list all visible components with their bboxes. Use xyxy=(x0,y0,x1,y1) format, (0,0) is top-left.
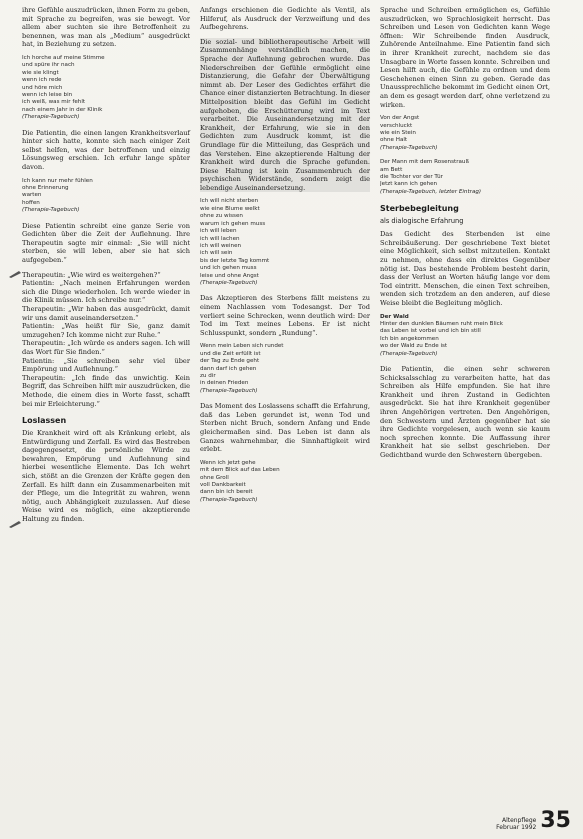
poem-line: Jetzt kann ich gehen xyxy=(380,181,438,188)
poem-line: nach einem Jahr in der Klinik xyxy=(22,106,103,113)
dialog-line: Patientin: „Was heißt für Sie, ganz damit umzugehen? Ich komme nicht zur Ruhe.“ xyxy=(22,322,190,339)
poem-line: ohne zu wissen xyxy=(200,213,243,220)
paragraph: Die Patientin, die einen sehr schweren Schicksalsschlag zu verarbeiten hatte, hat das Schreiben als Hilfe empfunden. Sie hat ihre Krankheit und ihren Zustand in Gedichten ausgedrückt. Sie hat ihre Krankheit gegenüber ihren Angehörigen vertreten. Den Angehörigen, den Schwestern und Ärzten gegenüber hat sie ihre Gedichte vorgelesen, auch wenn sie kaum noch sprechen konnte. Die Auffassung ihrer Krankheit hat sie selbst geschrieben. Der Gedichtband wurde den Schwestern übergeben. xyxy=(380,364,550,459)
poem-line: Hinter den dunklen Bäumen ruht mein Blick xyxy=(380,320,503,327)
column-left xyxy=(22,6,190,530)
poem-line: ohne Erinnerung xyxy=(22,185,69,191)
dialog-line: Therapeutin: „Wir haben das ausgedrückt, damit wir uns damit auseinandersetzen.“ xyxy=(22,304,190,322)
paragraph: ihre Gefühle auszudrücken, ihnen Form zu geben, mit Sprache zu begreifen, was sie bewegt. Vor allem aber suchten sie ihre Betroffenheit zu benennen, was man als „Medium“ ausgedrückt hat, in Beziehung zu setzen. xyxy=(22,6,190,49)
page-footer xyxy=(496,808,571,833)
issue-date: Februar 1992 xyxy=(496,824,537,831)
poem-line: warum ich gehen muss xyxy=(200,220,266,227)
poem-line: verschluckt xyxy=(380,122,413,129)
section-heading: Sterbebegleitung xyxy=(380,204,459,214)
poem-line: Der Mann mit dem Rosenstrauß xyxy=(380,159,470,166)
poem-line: bis der letzte Tag kommt xyxy=(200,257,270,264)
poem-source: (Therapie-Tagebuch) xyxy=(380,350,438,357)
section-subheading: als dialogische Erfahrung xyxy=(380,217,464,226)
poem-line: wie eine Blume welkt xyxy=(200,205,260,212)
poem-line: wie ein Stein xyxy=(380,129,416,136)
poem-line: und höre mich xyxy=(22,84,63,91)
poem-line: ich will lachen xyxy=(200,235,240,242)
poem-line: Wenn mein Leben sich rundet xyxy=(200,343,284,350)
paragraph: Die Krankheit wird oft als Kränkung erlebt, als Entwürdigung und Zerfall. Es wird das Bestreben dagegengesetzt, die persönliche Würde zu bewahren, Empörung und Auflehnung sind hierbei wesentliche Elemente. Das Ich wehrt sich, stößt an die Grenzen der Kräfte gegen den Zerfall. Es hilft dann ein Zusammenarbeiten mit der Pflege, um die Integrität zu wahren, wenn nötig, auch Abhängigkeit zuzulassen. Auf diese Weise wird es möglich, eine akzeptierende Haltung zu finden. xyxy=(22,429,190,524)
poem-block xyxy=(22,178,190,215)
poem-line: und spüre ihr nach xyxy=(22,62,75,69)
dialog-line: Therapeutin: „Wie wird es weitergehen?“ xyxy=(22,270,161,279)
poem-line: die Tochter vor der Tür xyxy=(380,173,443,180)
poem-line: Wenn ich jetzt gehe xyxy=(200,459,256,466)
poem-line: und die Zeit erfüllt ist xyxy=(200,350,261,357)
dialog-line: Patientin: „Nach meinen Erfahrungen werden sich die Dinge wiederholen. Ich werde wieder in die Klinik müssen. Ich schreibe nur.“ xyxy=(22,279,190,305)
poem-source: (Therapie-Tagebuch) xyxy=(200,496,258,503)
poem-source: (Therapie-Tagebuch) xyxy=(200,387,258,394)
poem-line: ich will sein xyxy=(200,250,233,257)
pen-icon xyxy=(8,520,22,528)
poem-line: dann bin ich bereit xyxy=(200,489,253,496)
poem-line: ohne Groll xyxy=(200,474,229,481)
poem-block xyxy=(380,159,550,196)
poem-line: in deinen Frieden xyxy=(200,380,249,387)
poem-line: der Tag zu Ende geht xyxy=(200,358,260,365)
dialog-line: Patientin: „Sie schreiben sehr viel über Empörung und Auflehnung.“ xyxy=(22,356,190,374)
poem-title: Der Wald xyxy=(380,313,409,320)
poem-line: wie sie klingt xyxy=(22,69,59,76)
poem-block xyxy=(200,460,370,504)
poem-source: (Therapie-Tagebuch) xyxy=(380,144,438,151)
poem-line: hoffen xyxy=(22,199,40,206)
poem-line: voll Dankbarkeit xyxy=(200,481,246,488)
poem-line: leise und ohne Angst xyxy=(200,272,259,279)
poem-source: (Therapie-Tagebuch) xyxy=(200,279,258,286)
poem-line: Von der Angst xyxy=(380,115,420,122)
paragraph: Die sozial- und bibliotherapeutische Arbeit will Zusammenhänge verständlich machen, die Sprache der Auflehnung gebrochen wurde. Das Niederschreiben der Gefühle ermöglicht eine Distanzierung, die Gefahr der Überwältigung nimmt ab. Der Leser des Gedichtes erfährt die Chance einer distanzierten Betrachtung. In dieser Mittelposition bleibt das Gefühl im Gedicht aufgehoben, die Erschütterung wird im Text verarbeitet. Die Auseinandersetzung mit der Krankheit, der Erfahrung, wie sie in den Gedichten zum Ausdruck kommt, ist die Grundlage für die Mitteilung, das Gespräch und das Verstehen. Eine akzeptierende Haltung der Krankheit wird durch die Sprache gefunden. Diese Haltung ist kein Zusammenbruch der psychischen Widerstände, sondern zeigt die lebendige Auseinandersetzung. xyxy=(200,37,370,192)
pen-icon xyxy=(8,270,22,278)
poem-source: (Therapie-Tagebuch) xyxy=(22,207,80,214)
poem-source: (Therapie-Tagebuch) xyxy=(22,114,80,121)
poem-line: ohne Halt xyxy=(380,137,408,144)
column-middle xyxy=(200,6,370,511)
paragraph: Das Akzeptieren des Sterbens fällt meistens zu einem Nachlassen vom Todesangst. Der Tod verliert seine Schrecken, wenn deutlich wird: Der Tod im Text meines Lebens. Er ist nicht Schlusspunkt, sondern „Rundung“. xyxy=(200,294,370,337)
column-right xyxy=(380,6,550,466)
poem-line: ich will weinen xyxy=(200,242,242,249)
paragraph: Sprache und Schreiben ermöglichen es, Gefühle auszudrücken, wo Sprachlosigkeit herrscht. Das Schreiben und Lesen von Gedichten kann Wege öffnen: Wir Schreibende finden Ausdruck, Zuhörende Anteilnahme. Eine Patientin fand sich in ihrer Krankheit zurecht, nachdem sie das Unsagbare in Worte fassen konnte. Schreiben und Lesen hilft auch, die Gefühle zu ordnen und dem Geschehenen einen Sinn zu geben. Gerade das Unaussprechliche bekommt im Gedicht einen Ort, an dem es gesagt werden darf, ohne verletzend zu wirken. xyxy=(380,6,550,109)
poem-line: warten xyxy=(22,192,42,199)
poem-line: ich weiß, was mir fehlt xyxy=(22,99,86,106)
magazine-name: Altenpflege xyxy=(501,817,537,824)
dialog-line: Therapeutin: „Ich finde das unwichtig. Kein Begriff, das Schreiben hilft mir auszudrücken, die Methode, die einem dies in Worte fasst, schafft bei mir Erleichterung.“ xyxy=(22,373,190,408)
poem-line: Ich bin angekommen xyxy=(380,335,439,342)
poem-line: und ich gehen muss xyxy=(200,265,257,272)
poem-line: wo der Wald zu Ende ist xyxy=(380,343,448,350)
paragraph: Das Gedicht des Sterbenden ist eine Schreibäußerung. Der geschriebene Text bietet eine Möglichkeit, sich selbst mitzuteilen. Kontakt zu nehmen, ohne dass ein direktes Gegenüber nötig ist. Das bestehende Problem besteht darin, dass der Verlust an Worten häufig lange vor dem Tod eintritt. Menschen, die einen Text schreiben, wenden sich trotzdem an den anderen, auf diese Weise bleibt die Begleitung möglich. xyxy=(380,230,550,307)
poem-line: am Bett xyxy=(380,166,403,173)
poem-line: ich will leben xyxy=(200,228,237,235)
poem-line: wenn ich rede xyxy=(22,77,62,84)
paragraph: Anfangs erschienen die Gedichte als Ventil, als Hilferuf, als Ausdruck der Verzweiflung und des Aufbegehrens. xyxy=(200,6,370,32)
poem-block xyxy=(380,115,550,152)
poem-line: wenn ich leise bin xyxy=(22,92,73,98)
poem-line: dann darf ich gehen xyxy=(200,365,257,372)
poem-line: Ich will nicht sterben xyxy=(200,198,259,205)
paragraph: Das Moment des Loslassens schafft die Erfahrung, daß das Leben gerundet ist, wenn Tod und Sterben nicht Bruch, sondern Anfang und Ende gleichermaßen sind. Das Leben ist dann als Ganzes wahrnehmbar, die Sinnhaftigkeit wird erlebt. xyxy=(200,402,370,454)
poem-block xyxy=(200,198,370,287)
dialog-block xyxy=(22,271,190,409)
poem-source: (Therapie-Tagebuch, letzter Eintrag) xyxy=(380,188,482,195)
poem-line: zu dir xyxy=(200,372,216,379)
poem-line: mit dem Blick auf das Leben xyxy=(200,467,280,474)
poem-block xyxy=(22,55,190,122)
poem-block xyxy=(380,314,550,358)
magazine-info xyxy=(496,817,536,831)
paragraph: Diese Patientin schreibt eine ganze Serie von Gedichten über die Zeit der Auflehnung. Ihre Therapeutin sagte mir einmal: „Sie will nicht sterben, sie will leben, aber sie hat sich aufgegeben.“ xyxy=(22,221,190,264)
poem-block xyxy=(200,343,370,395)
poem-line: Ich kann nur mehr fühlen xyxy=(22,177,93,184)
page-number: 35 xyxy=(540,808,571,833)
section-heading: Loslassen xyxy=(22,416,67,426)
poem-line: Ich horche auf meine Stimme xyxy=(22,54,105,61)
poem-line: das Leben ist vorbei und ich bin still xyxy=(380,328,481,335)
paragraph: Die Patientin, die einen langen Krankheitsverlauf hinter sich hatte, konnte sich nach einiger Zeit selbst helfen, was der betroffenen und einzig Lösungsweg erschien. Ich erfuhr lange später davon. xyxy=(22,128,190,171)
dialog-line: Therapeutin: „Ich würde es anders sagen. Ich will das Wort für Sie finden.“ xyxy=(22,339,190,356)
